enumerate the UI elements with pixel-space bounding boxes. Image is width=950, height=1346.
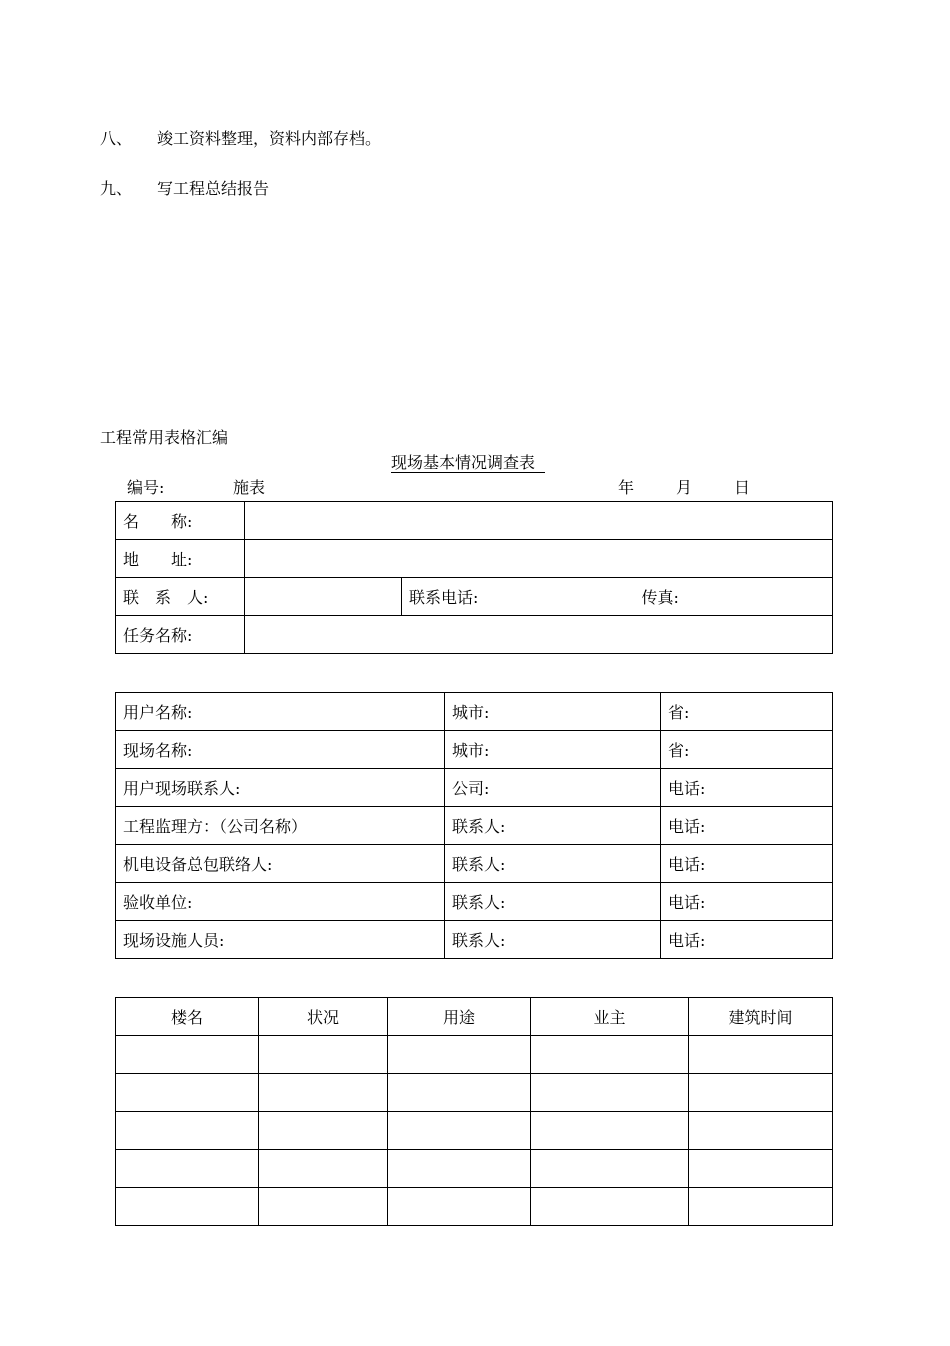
acceptance-unit-label: 验收单位: <box>116 883 445 921</box>
province-label: 省: <box>661 693 833 731</box>
phone-label: 电话: <box>661 769 833 807</box>
table-cell[interactable] <box>388 1188 531 1226</box>
table-row <box>116 540 833 578</box>
fax-label: 传真: <box>642 578 833 616</box>
task-label: 任务名称: <box>116 616 245 654</box>
contact-person-label: 联系人: <box>445 807 661 845</box>
table-cell[interactable] <box>689 1112 833 1150</box>
table-cell[interactable] <box>531 1150 689 1188</box>
company-label: 公司: <box>445 769 661 807</box>
table-cell[interactable] <box>689 1150 833 1188</box>
table-row <box>116 921 833 959</box>
item-8-number: 八、 <box>100 129 133 148</box>
header-owner: 业主 <box>531 998 689 1036</box>
day-label: 日 <box>734 478 751 497</box>
table-row <box>116 1150 833 1188</box>
name-label: 名 称: <box>116 502 245 540</box>
table-cell[interactable] <box>388 1036 531 1074</box>
table-cell[interactable] <box>259 1036 388 1074</box>
table-cell[interactable] <box>531 1036 689 1074</box>
city-label: 城市: <box>445 731 661 769</box>
table-row <box>116 616 833 654</box>
contact-person-label: 联系人: <box>445 883 661 921</box>
address-field[interactable] <box>245 540 833 578</box>
table-row <box>116 1036 833 1074</box>
user-name-label: 用户名称: <box>116 693 445 731</box>
table-cell[interactable] <box>531 1188 689 1226</box>
table-cell[interactable] <box>116 1112 259 1150</box>
contact-table <box>115 692 833 959</box>
basic-info-table <box>115 501 833 654</box>
contact-label: 联 系 人: <box>116 578 245 616</box>
number-label: 编号: <box>127 478 165 497</box>
supervisor-label: 工程监理方：（公司名称） <box>116 807 445 845</box>
form-title <box>391 453 545 473</box>
table-row <box>116 731 833 769</box>
table-row <box>116 502 833 540</box>
table-cell[interactable] <box>116 1036 259 1074</box>
site-staff-label: 现场设施人员: <box>116 921 445 959</box>
table-cell[interactable] <box>259 1112 388 1150</box>
table-header-row <box>116 998 833 1036</box>
table-row <box>116 883 833 921</box>
year-label: 年 <box>618 478 635 497</box>
table-row <box>116 1188 833 1226</box>
table-cell[interactable] <box>116 1188 259 1226</box>
city-label: 城市: <box>445 693 661 731</box>
table-cell[interactable] <box>531 1074 689 1112</box>
phone-label: 电话: <box>661 807 833 845</box>
item-9-text: 写工程总结报告 <box>157 179 270 198</box>
table-cell[interactable] <box>689 1074 833 1112</box>
province-label: 省: <box>661 731 833 769</box>
table-cell[interactable] <box>259 1074 388 1112</box>
header-status: 状况 <box>259 998 388 1036</box>
contact-field[interactable] <box>245 578 402 616</box>
contact-person-label: 联系人: <box>445 921 661 959</box>
table-cell[interactable] <box>388 1112 531 1150</box>
table-cell[interactable] <box>259 1150 388 1188</box>
name-field[interactable] <box>245 502 833 540</box>
address-label: 地 址: <box>116 540 245 578</box>
table-cell[interactable] <box>689 1036 833 1074</box>
building-table <box>115 997 833 1226</box>
phone-label: 联系电话: <box>402 578 642 616</box>
table-row <box>116 769 833 807</box>
header-building-name: 楼名 <box>116 998 259 1036</box>
site-contact-label: 用户现场联系人: <box>116 769 445 807</box>
table-cell[interactable] <box>388 1150 531 1188</box>
phone-label: 电话: <box>661 845 833 883</box>
phone-label: 电话: <box>661 921 833 959</box>
table-row <box>116 1112 833 1150</box>
table-cell[interactable] <box>388 1074 531 1112</box>
mep-contractor-label: 机电设备总包联络人: <box>116 845 445 883</box>
task-field[interactable] <box>245 616 833 654</box>
section-title: 工程常用表格汇编 <box>100 428 229 447</box>
item-9-number: 九、 <box>100 179 133 198</box>
header-build-time: 建筑时间 <box>689 998 833 1036</box>
table-cell[interactable] <box>531 1112 689 1150</box>
contact-person-label: 联系人: <box>445 845 661 883</box>
table-row <box>116 845 833 883</box>
table-cell[interactable] <box>116 1074 259 1112</box>
header-usage: 用途 <box>388 998 531 1036</box>
form-title-text: 现场基本情况调查表 <box>391 453 545 473</box>
item-8-text: 竣工资料整理，资料内部存档。 <box>157 129 382 148</box>
table-row <box>116 578 833 616</box>
number-value: 施表 <box>233 478 266 497</box>
site-name-label: 现场名称: <box>116 731 445 769</box>
table-row <box>116 693 833 731</box>
table-cell[interactable] <box>116 1150 259 1188</box>
table-row <box>116 1074 833 1112</box>
table-cell[interactable] <box>689 1188 833 1226</box>
table-cell[interactable] <box>259 1188 388 1226</box>
phone-label: 电话: <box>661 883 833 921</box>
month-label: 月 <box>676 478 693 497</box>
table-row <box>116 807 833 845</box>
